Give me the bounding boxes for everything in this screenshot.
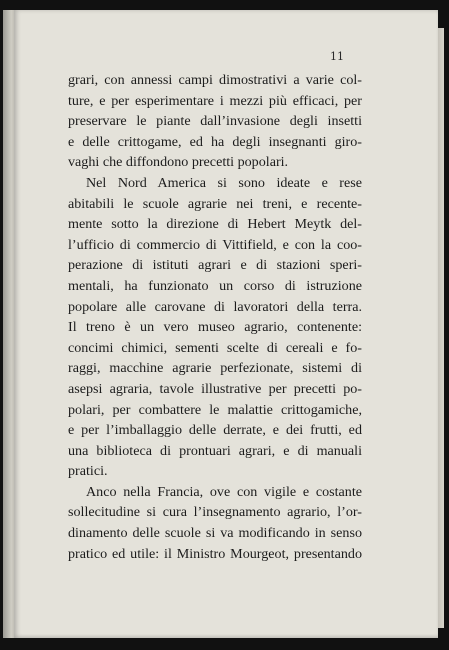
text-line: vaghi che diffondono precetti popolari.: [68, 154, 289, 171]
text-line: mentali, ha funzionato un corso di istruzione: [68, 277, 362, 294]
text-line: una biblioteca di prontuari agrari, e di manuali: [68, 442, 362, 459]
text-line: polari, per combattere le malattie crittogamiche,: [68, 401, 362, 418]
text-line: pratici.: [68, 463, 108, 480]
text-line: asepsi agraria, tavole illustrative per precetti po-: [68, 380, 362, 397]
text-line: popolare alle carovane di lavoratori della terra.: [68, 298, 362, 315]
text-line: sollecitudine si cura l’insegnamento agrario, l’or-: [68, 504, 362, 521]
text-line: raggi, macchine agrarie perfezionate, sistemi di: [68, 360, 362, 377]
text-line: pratico ed utile: il Ministro Mourgeot, presentando: [68, 545, 362, 562]
text-line: grari, con annessi campi dimostrativi a varie col-: [68, 72, 362, 88]
text-line: e per l’imballaggio delle derrate, e dei frutti, ed: [68, 422, 362, 439]
body-text: [68, 70, 362, 564]
text-line: concimi chimici, sementi scelte di cereali e fo-: [68, 339, 362, 356]
text-line: Anco nella Francia, ove con vigile e costante: [86, 483, 362, 500]
text-line: l’ufficio di commercio di Vittifield, e con la coo-: [68, 236, 362, 253]
text-line: Nel Nord America si sono ideate e rese: [86, 174, 362, 191]
page-number: 11: [330, 50, 344, 63]
text-line: perazione di istituti agrari e di stazioni speri-: [68, 257, 362, 274]
text-line: e delle crittogame, ed ha degli insegnanti giro-: [68, 133, 362, 150]
text-line: dinamento delle scuole si va modificando in senso: [68, 525, 362, 542]
text-line: abitabili le scuole agrarie nei treni, e recente-: [68, 195, 362, 212]
text-line: mente sotto la direzione di Hebert Meytk del-: [68, 216, 362, 233]
text-line: Il treno è un vero museo agrario, contenente:: [68, 319, 362, 336]
text-line: preservare le piante dall’invasione degli insetti: [68, 113, 362, 130]
text-line: ture, e per esperimentare i mezzi più efficaci, per: [68, 92, 362, 109]
